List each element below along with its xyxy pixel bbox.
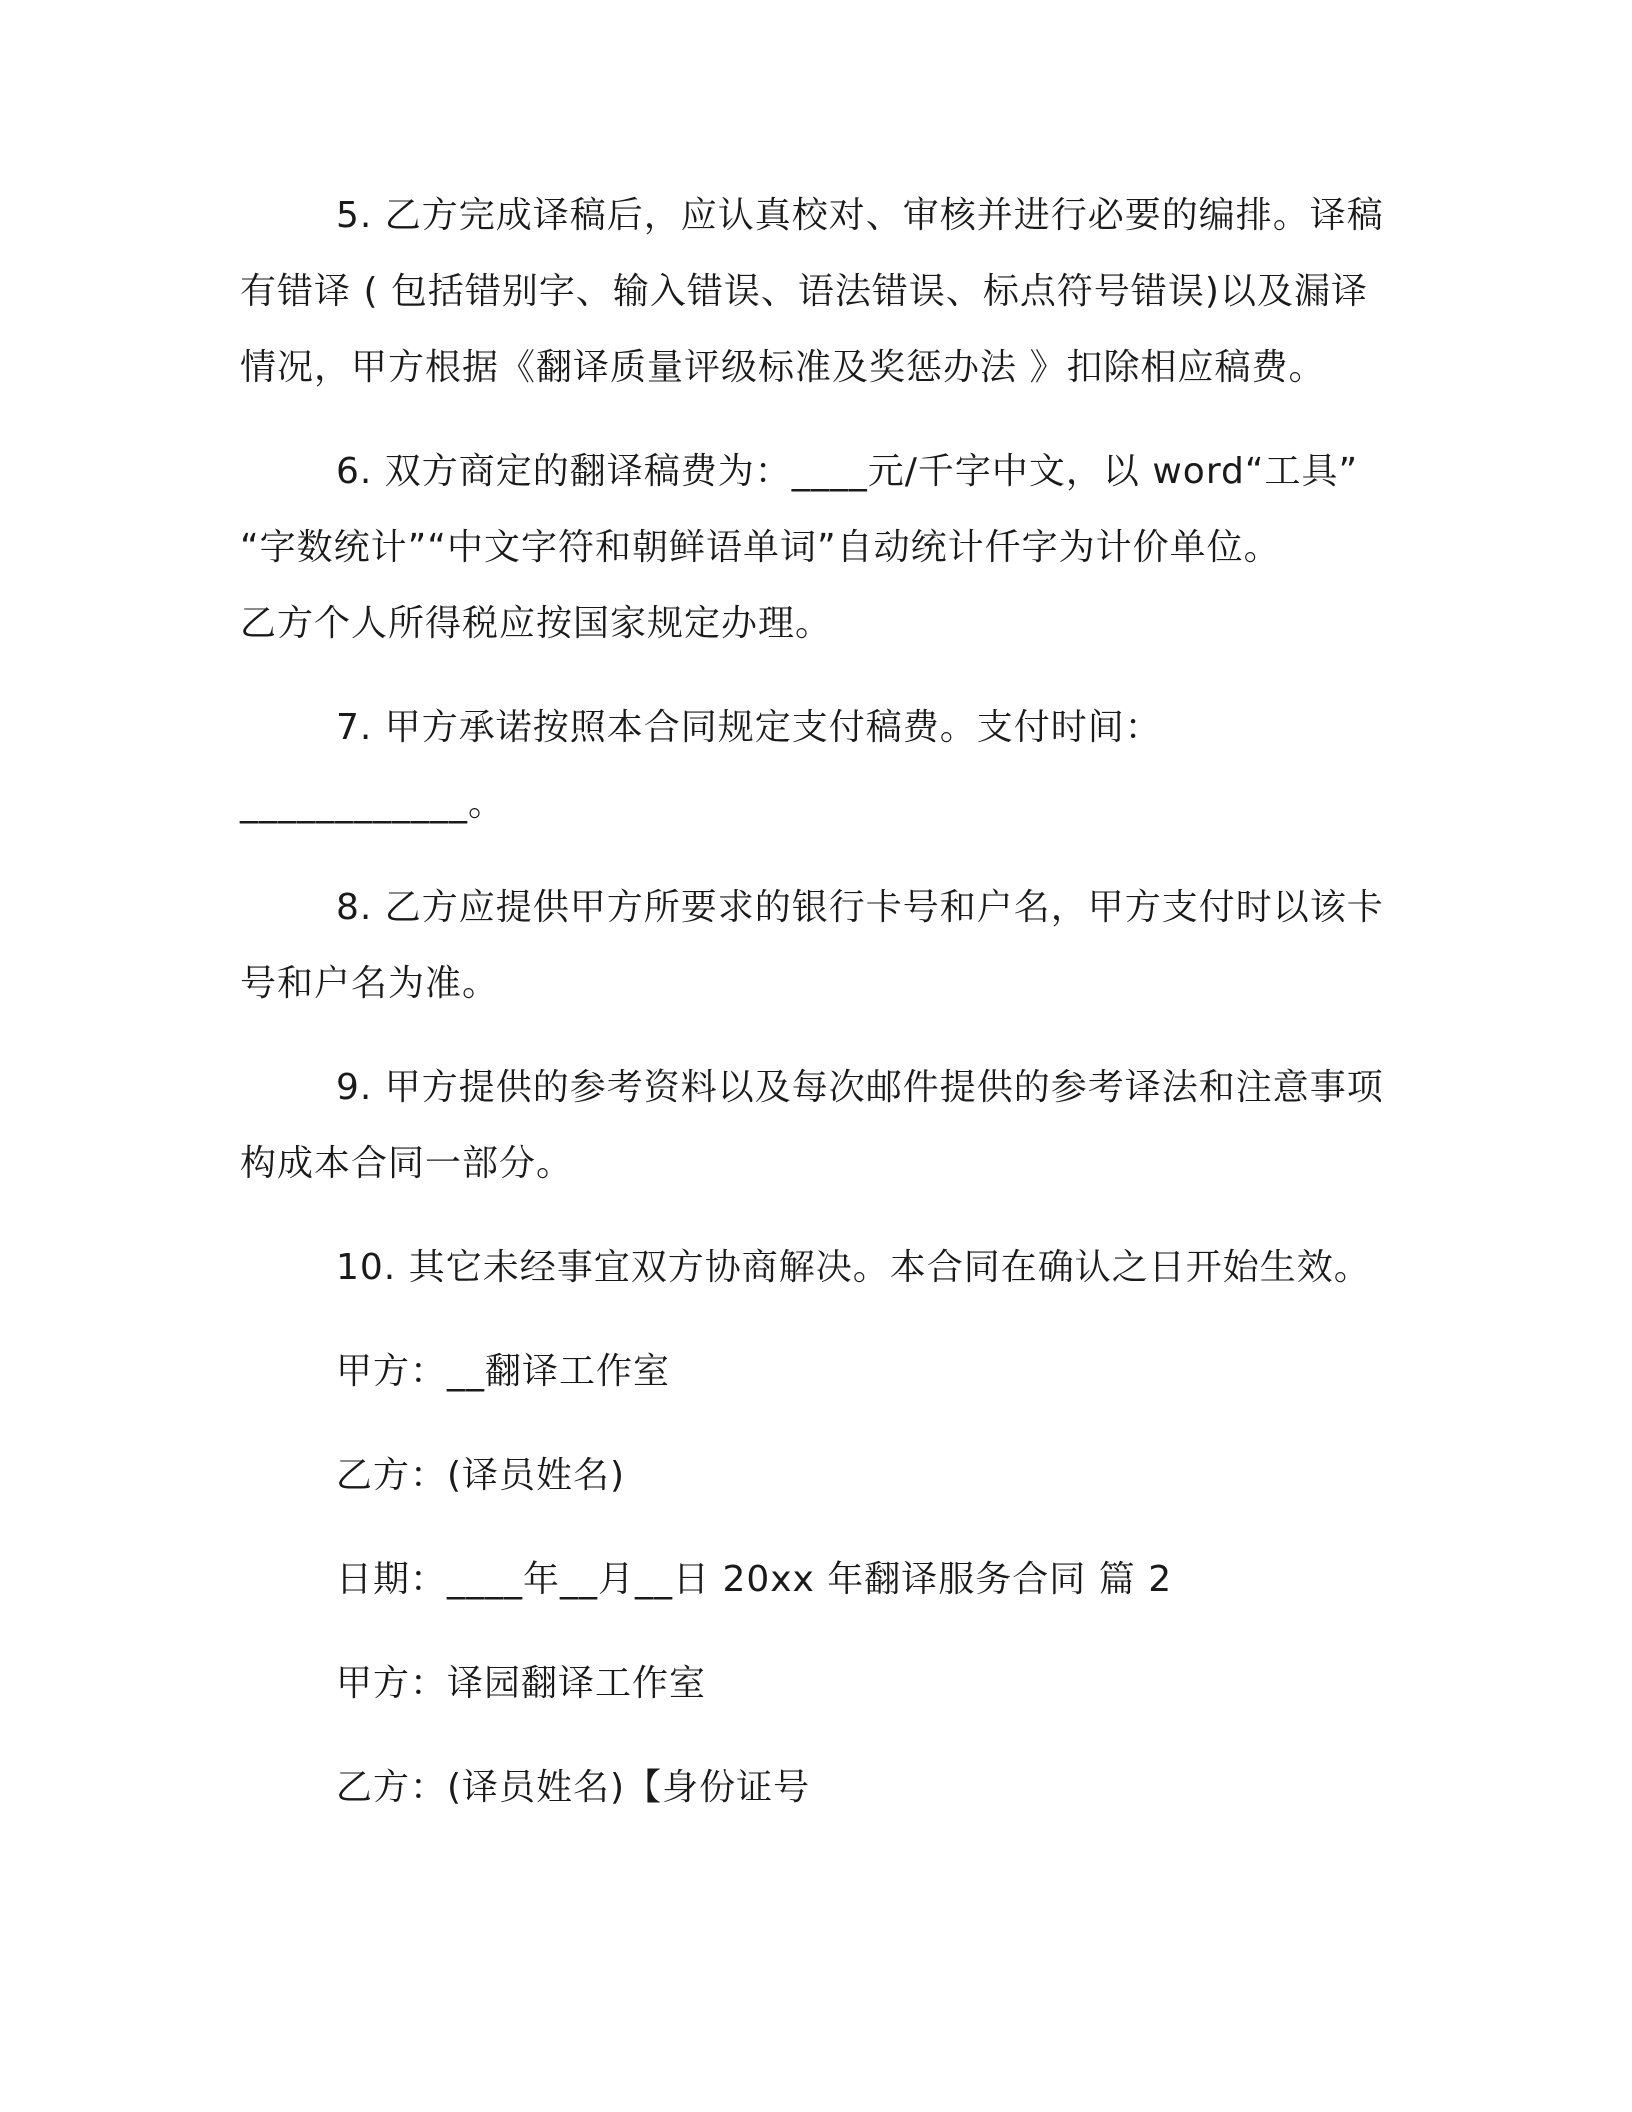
clause-9-line-2: 构成本合同一部分。 [240, 1143, 574, 1184]
date-line: 日期：____年__月__日 20xx 年翻译服务合同 篇 2 [336, 1559, 1173, 1600]
clause-5-line-1: 5. 乙方完成译稿后，应认真校对、审核并进行必要的编排。译稿 [336, 195, 1384, 236]
clause-7-line-2: ____________。 [240, 783, 505, 824]
clause-8-line-2: 号和户名为准。 [240, 963, 500, 1004]
party-b-line-2: 乙方：(译员姓名)【身份证号 [336, 1767, 811, 1808]
clause-8-line-1: 8. 乙方应提供甲方所要求的银行卡号和户名，甲方支付时以该卡 [336, 887, 1384, 928]
clause-10: 10. 其它未经事宜双方协商解决。本合同在确认之日开始生效。 [336, 1247, 1371, 1288]
clause-5-line-3: 情况，甲方根据《翻译质量评级标准及奖惩办法 》扣除相应稿费。 [240, 347, 1326, 388]
clause-6-line-3: 乙方个人所得税应按国家规定办理。 [240, 603, 833, 644]
party-a-line-2: 甲方：译园翻译工作室 [336, 1663, 707, 1704]
party-b-line: 乙方：(译员姓名) [336, 1455, 626, 1496]
party-a-line: 甲方：__翻译工作室 [336, 1351, 671, 1392]
clause-7-line-1: 7. 甲方承诺按照本合同规定支付稿费。支付时间： [336, 707, 1162, 748]
clause-6-line-2: “字数统计”“中文字符和朝鲜语单词”自动统计仟字为计价单位。 [240, 527, 1281, 568]
clause-6-line-1: 6. 双方商定的翻译稿费为：____元/千字中文，以 word“工具” [336, 451, 1359, 492]
clause-9-line-1: 9. 甲方提供的参考资料以及每次邮件提供的参考译法和注意事项 [336, 1067, 1384, 1108]
clause-5-line-2: 有错译 ( 包括错别字、输入错误、语法错误、标点符号错误)以及漏译 [240, 271, 1368, 312]
